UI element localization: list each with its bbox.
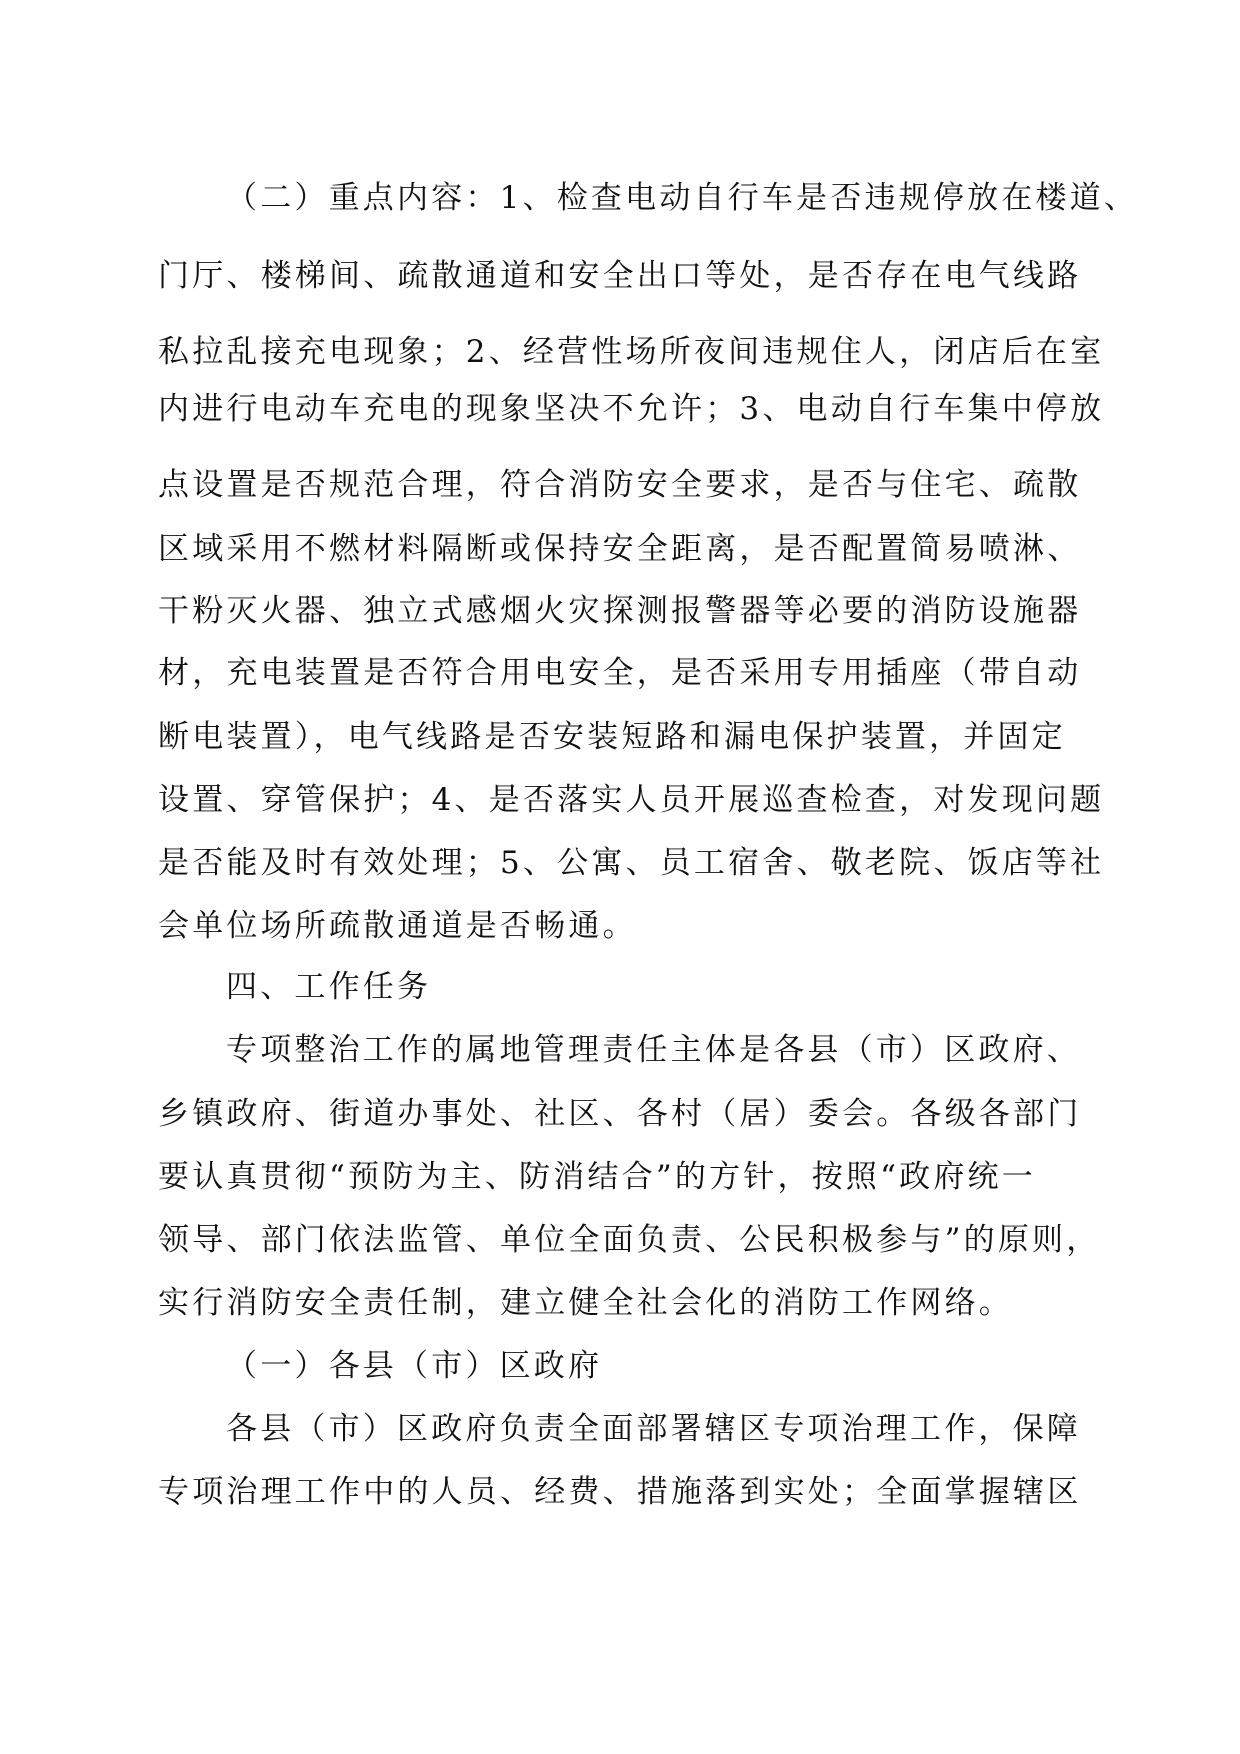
text-line: 是否能及时有效处理；5、公寓、员工宿舍、敬老院、饭店等社	[158, 845, 1105, 881]
text-line: 专项治理工作中的人员、经费、措施落到实处；全面掌握辖区	[158, 1474, 1082, 1510]
text-line: 专项整治工作的属地管理责任主体是各县（市）区政府、	[226, 1032, 1081, 1068]
text-line: 会单位场所疏散通道是否畅通。	[158, 908, 637, 944]
text-line: 实行消防安全责任制，建立健全社会化的消防工作网络。	[158, 1285, 1013, 1321]
text-line: 区域采用不燃材料隔断或保持安全距离，是否配置简易喷淋、	[158, 531, 1082, 567]
text-line: 各县（市）区政府负责全面部署辖区专项治理工作，保障	[226, 1411, 1081, 1447]
text-line: 点设置是否规范合理，符合消防安全要求，是否与住宅、疏散	[158, 467, 1082, 503]
text-line: 乡镇政府、街道办事处、社区、各村（居）委会。各级各部门	[158, 1096, 1082, 1132]
text-line: 设置、穿管保护；4、是否落实人员开展巡查检查，对发现问题	[158, 782, 1105, 818]
text-line: 私拉乱接充电现象；2、经营性场所夜间违规住人，闭店后在室	[158, 334, 1105, 370]
text-line: 内进行电动车充电的现象坚决不允许；3、电动自行车集中停放	[158, 391, 1105, 427]
section-heading: 四、工作任务	[226, 969, 432, 1005]
text-line: 门厅、楼梯间、疏散通道和安全出口等处，是否存在电气线路	[158, 258, 1082, 294]
text-line: 断电装置），电气线路是否安装短路和漏电保护装置，并固定	[158, 719, 1066, 755]
text-line: 材，充电装置是否符合用电安全，是否采用专用插座（带自动	[158, 655, 1082, 691]
text-line: （二）重点内容：1、检查电动自行车是否违规停放在楼道、	[226, 180, 1139, 216]
subsection-heading: （一）各县（市）区政府	[226, 1348, 603, 1384]
text-line: 干粉灭火器、独立式感烟火灾探测报警器等必要的消防设施器	[158, 593, 1082, 629]
text-line: 领导、部门依法监管、单位全面负责、公民积极参与”的原则，	[158, 1222, 1101, 1258]
text-line: 要认真贯彻“预防为主、防消结合”的方针，按照“政府统一	[158, 1159, 1036, 1195]
